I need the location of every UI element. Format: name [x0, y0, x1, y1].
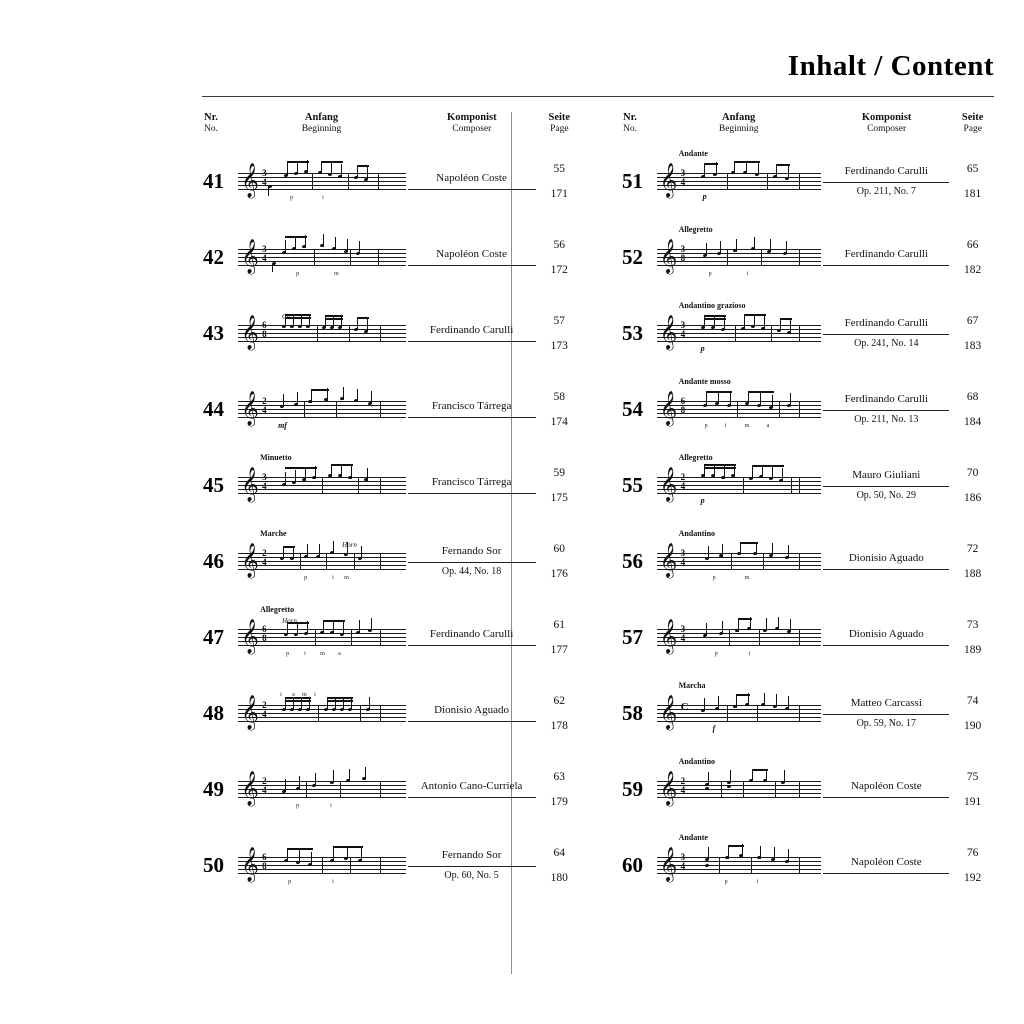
staff: 𝄞 2 4 Horn p i m: [238, 553, 406, 570]
entry-number: 60: [622, 853, 643, 878]
time-signature: 6 8: [262, 623, 267, 643]
tempo-marking: Andante: [678, 148, 708, 158]
entry-composer: Ferdinando Carulli Op. 211, No. 7: [823, 164, 949, 199]
entry-number: 50: [203, 853, 224, 878]
staff: 𝄞 3 4 p m: [657, 553, 822, 570]
toc-entry[interactable]: [202, 144, 583, 220]
music-incipit: [234, 757, 408, 823]
treble-clef-icon: 𝄞: [241, 694, 259, 730]
entry-number: 42: [203, 245, 224, 270]
music-incipit: [234, 149, 408, 215]
entry-pages: 68 184: [963, 390, 982, 428]
toc-entry[interactable]: [621, 296, 996, 372]
staff: 𝄞 3 4 p i: [657, 629, 822, 646]
toc-entry[interactable]: [202, 600, 583, 676]
entry-composer: Mauro Giuliani Op. 50, No. 29: [823, 468, 949, 503]
music-incipit: [234, 833, 408, 899]
music-incipit: [653, 681, 824, 747]
entry-pages: 56 172: [550, 238, 568, 276]
music-incipit: [234, 453, 408, 519]
music-incipit: [234, 529, 408, 595]
entry-number: 46: [203, 549, 224, 574]
toc-entry[interactable]: [621, 600, 996, 676]
time-signature: 2 4: [680, 775, 686, 795]
entry-number: 59: [622, 777, 643, 802]
entry-pages: 76 192: [963, 846, 982, 884]
toc-entry[interactable]: [621, 220, 996, 296]
tempo-marking: Andantino grazioso: [678, 300, 746, 310]
treble-clef-icon: 𝄞: [659, 694, 678, 730]
music-incipit: [234, 225, 408, 291]
entry-composer: Napoléon Coste: [408, 171, 536, 192]
entry-pages: 75 191: [963, 770, 982, 808]
staff: 𝄞 C f: [657, 705, 822, 722]
entry-number: 52: [622, 245, 643, 270]
staff: [238, 466, 406, 502]
staff: 𝄞 3 8 p i: [657, 249, 822, 266]
header-page: Seite Page: [961, 112, 984, 135]
staff: 𝄞 2 4 i a m i: [238, 705, 406, 722]
toc-entry[interactable]: [202, 524, 583, 600]
time-signature: 3 4: [262, 167, 267, 187]
time-signature: 3 4: [680, 851, 686, 871]
toc-entry[interactable]: [202, 448, 583, 524]
toc-entry[interactable]: [621, 676, 996, 752]
entry-number: 53: [622, 321, 643, 346]
entry-pages: 66 182: [963, 238, 982, 276]
treble-clef-icon: 𝄞: [241, 162, 259, 198]
entry-pages: 58 174: [550, 390, 568, 428]
entry-pages: 62 178: [550, 694, 568, 732]
entry-composer: Matteo Carcassi Op. 59, No. 17: [823, 696, 949, 731]
entry-number: 47: [203, 625, 224, 650]
entry-pages: 64 180: [550, 846, 568, 884]
music-incipit: [234, 377, 408, 443]
tempo-marking: Marche: [260, 528, 287, 538]
staff: 𝄞 3 4 p i: [238, 173, 406, 190]
header-composer: Komponist Composer: [447, 112, 497, 135]
entry-number: 48: [203, 701, 224, 726]
tempo-marking: Allegretto: [678, 452, 713, 462]
entry-composer: Fernando Sor Op. 44, No. 18: [408, 544, 536, 579]
treble-clef-icon: 𝄞: [241, 618, 259, 654]
entry-pages: 61 177: [550, 618, 568, 656]
header-nr: Nr. No.: [204, 112, 218, 135]
tempo-marking: Allegretto: [260, 604, 295, 614]
toc-entry[interactable]: [621, 448, 996, 524]
tempo-marking: Andantino: [678, 528, 716, 538]
time-signature: 3 4: [680, 167, 686, 187]
tempo-marking: Allegretto: [678, 224, 713, 234]
time-signature: 2 4: [680, 471, 686, 491]
toc-entry[interactable]: [202, 828, 583, 904]
entry-pages: 74 190: [963, 694, 982, 732]
time-signature: 6 8: [262, 319, 267, 339]
treble-clef-icon: 𝄞: [241, 390, 259, 426]
staff: 𝄞 3 4 p m: [238, 249, 406, 266]
music-incipit: [653, 301, 824, 367]
time-signature: 3 8: [680, 243, 686, 263]
toc-entry[interactable]: [621, 372, 996, 448]
entry-composer: Dionisio Aguado: [823, 627, 949, 648]
entry-number: 41: [203, 169, 224, 194]
treble-clef-icon: 𝄞: [659, 770, 678, 806]
toc-entry[interactable]: [621, 752, 996, 828]
entry-composer: Antonio Cano-Curriela: [408, 779, 536, 800]
tempo-marking: Andante: [678, 832, 708, 842]
entry-number: 49: [203, 777, 224, 802]
staff: 𝄞 2 4 p: [657, 477, 822, 494]
music-incipit: [234, 301, 408, 367]
entry-composer: Dionisio Aguado: [408, 703, 536, 724]
time-signature: 2 4: [262, 395, 267, 415]
tempo-marking: Minuetto: [260, 452, 292, 462]
entry-pages: 65 181: [963, 162, 982, 200]
header-page: Seite Page: [548, 112, 571, 135]
entry-number: 51: [622, 169, 643, 194]
music-incipit: [653, 225, 824, 291]
music-incipit: [653, 377, 824, 443]
entry-composer: Francisco Tárrega: [408, 475, 536, 496]
entry-pages: 55 171: [550, 162, 568, 200]
entry-composer: Napoléon Coste: [408, 247, 536, 268]
entry-pages: 60 176: [550, 542, 568, 580]
entry-pages: 59 175: [550, 466, 568, 504]
toc-entry[interactable]: [621, 144, 996, 220]
tempo-marking: Andantino: [678, 756, 716, 766]
toc-entry[interactable]: [202, 220, 583, 296]
time-signature: 3 4: [680, 547, 686, 567]
staff: 𝄞 6 8 p i: [238, 857, 406, 874]
staff: [657, 770, 822, 806]
treble-clef-icon: 𝄞: [659, 466, 678, 502]
staff: 𝄞 2 4 p i: [238, 781, 406, 798]
staff: 𝄞 6 8 C9: [238, 325, 406, 342]
staff: 𝄞 3 4 p: [657, 173, 822, 190]
toc-entry[interactable]: [202, 372, 583, 448]
time-signature: 2 4: [262, 775, 267, 795]
treble-clef-icon: 𝄞: [659, 314, 678, 350]
entry-pages: 70 186: [963, 466, 982, 504]
header-beginning: Anfang Beginning: [718, 112, 759, 135]
music-incipit: [653, 757, 824, 823]
header-beginning: Anfang Beginning: [301, 112, 342, 135]
header-composer: Komponist Composer: [861, 112, 912, 135]
entry-number: 43: [203, 321, 224, 346]
content-column-left: [202, 112, 599, 904]
time-signature: 6 8: [680, 395, 686, 415]
time-signature: 2 4: [262, 547, 267, 567]
entry-composer: Ferdinando Carulli: [823, 247, 949, 268]
time-signature: 3 4: [262, 471, 267, 491]
music-incipit: [653, 453, 824, 519]
entry-pages: 73 189: [963, 618, 982, 656]
entry-number: 55: [622, 473, 643, 498]
header-nr: Nr. No.: [623, 112, 637, 135]
staff: 𝄞 3 4 p i: [657, 857, 822, 874]
toc-entry[interactable]: [202, 676, 583, 752]
music-incipit: [653, 605, 824, 671]
time-signature: 6 8: [262, 851, 267, 871]
treble-clef-icon: 𝄞: [241, 238, 259, 274]
toc-entry[interactable]: [202, 752, 583, 828]
staff: 𝄞 6 8 Horn p i m a: [238, 629, 406, 646]
entry-number: 45: [203, 473, 224, 498]
tempo-marking: Andante mosso: [678, 376, 731, 386]
entry-composer: Fernando Sor Op. 60, No. 5: [408, 848, 536, 883]
entry-composer: Ferdinando Carulli: [408, 323, 536, 344]
content-column-right: [599, 112, 996, 904]
entry-composer: Ferdinando Carulli: [408, 627, 536, 648]
entry-number: 58: [622, 701, 643, 726]
toc-entry[interactable]: [621, 828, 996, 904]
column-header-right: [621, 112, 996, 136]
time-signature: C: [680, 700, 689, 713]
time-signature: 3 4: [680, 623, 686, 643]
time-signature: 2 4: [262, 699, 267, 719]
entry-pages: 63 179: [550, 770, 568, 808]
entry-number: 54: [622, 397, 643, 422]
entry-composer: Ferdinando Carulli Op. 211, No. 13: [823, 392, 949, 427]
time-signature: 3 4: [262, 243, 267, 263]
toc-entry[interactable]: [202, 296, 583, 372]
treble-clef-icon: 𝄞: [659, 238, 678, 274]
treble-clef-icon: 𝄞: [659, 846, 678, 882]
entry-pages: 57 173: [550, 314, 568, 352]
time-signature: 3 4: [680, 319, 686, 339]
treble-clef-icon: 𝄞: [241, 542, 259, 578]
entry-composer: Dionisio Aguado: [823, 551, 949, 572]
treble-clef-icon: 𝄞: [241, 770, 259, 806]
treble-clef-icon: 𝄞: [659, 390, 678, 426]
column-header-left: [202, 112, 583, 136]
tempo-marking: Marcha: [678, 680, 706, 690]
treble-clef-icon: 𝄞: [241, 466, 259, 502]
music-incipit: [653, 149, 824, 215]
music-incipit: [653, 833, 824, 899]
entry-number: 57: [622, 625, 643, 650]
treble-clef-icon: 𝄞: [241, 314, 259, 350]
title-divider: [202, 96, 994, 97]
music-incipit: [234, 605, 408, 671]
entry-composer: Ferdinando Carulli Op. 241, No. 14: [823, 316, 949, 351]
staff: 𝄞 6 8 p i m a: [657, 401, 822, 418]
toc-entry[interactable]: [621, 524, 996, 600]
music-incipit: [234, 681, 408, 747]
staff: 𝄞 2 4 mf: [238, 401, 406, 418]
treble-clef-icon: 𝄞: [659, 162, 678, 198]
entry-composer: Napoléon Coste: [823, 855, 949, 876]
entry-composer: Napoléon Coste: [823, 779, 949, 800]
content-columns: [202, 112, 996, 904]
treble-clef-icon: 𝄞: [659, 618, 678, 654]
staff: 𝄞 3 4 p: [657, 325, 822, 342]
music-incipit: [653, 529, 824, 595]
entry-pages: 67 183: [963, 314, 982, 352]
page-title: Inhalt / Content: [787, 50, 994, 82]
entry-number: 56: [622, 549, 643, 574]
treble-clef-icon: 𝄞: [659, 542, 678, 578]
treble-clef-icon: 𝄞: [241, 846, 259, 882]
entry-number: 44: [203, 397, 224, 422]
entry-pages: 72 188: [963, 542, 982, 580]
entry-composer: Francisco Tárrega: [408, 399, 536, 420]
